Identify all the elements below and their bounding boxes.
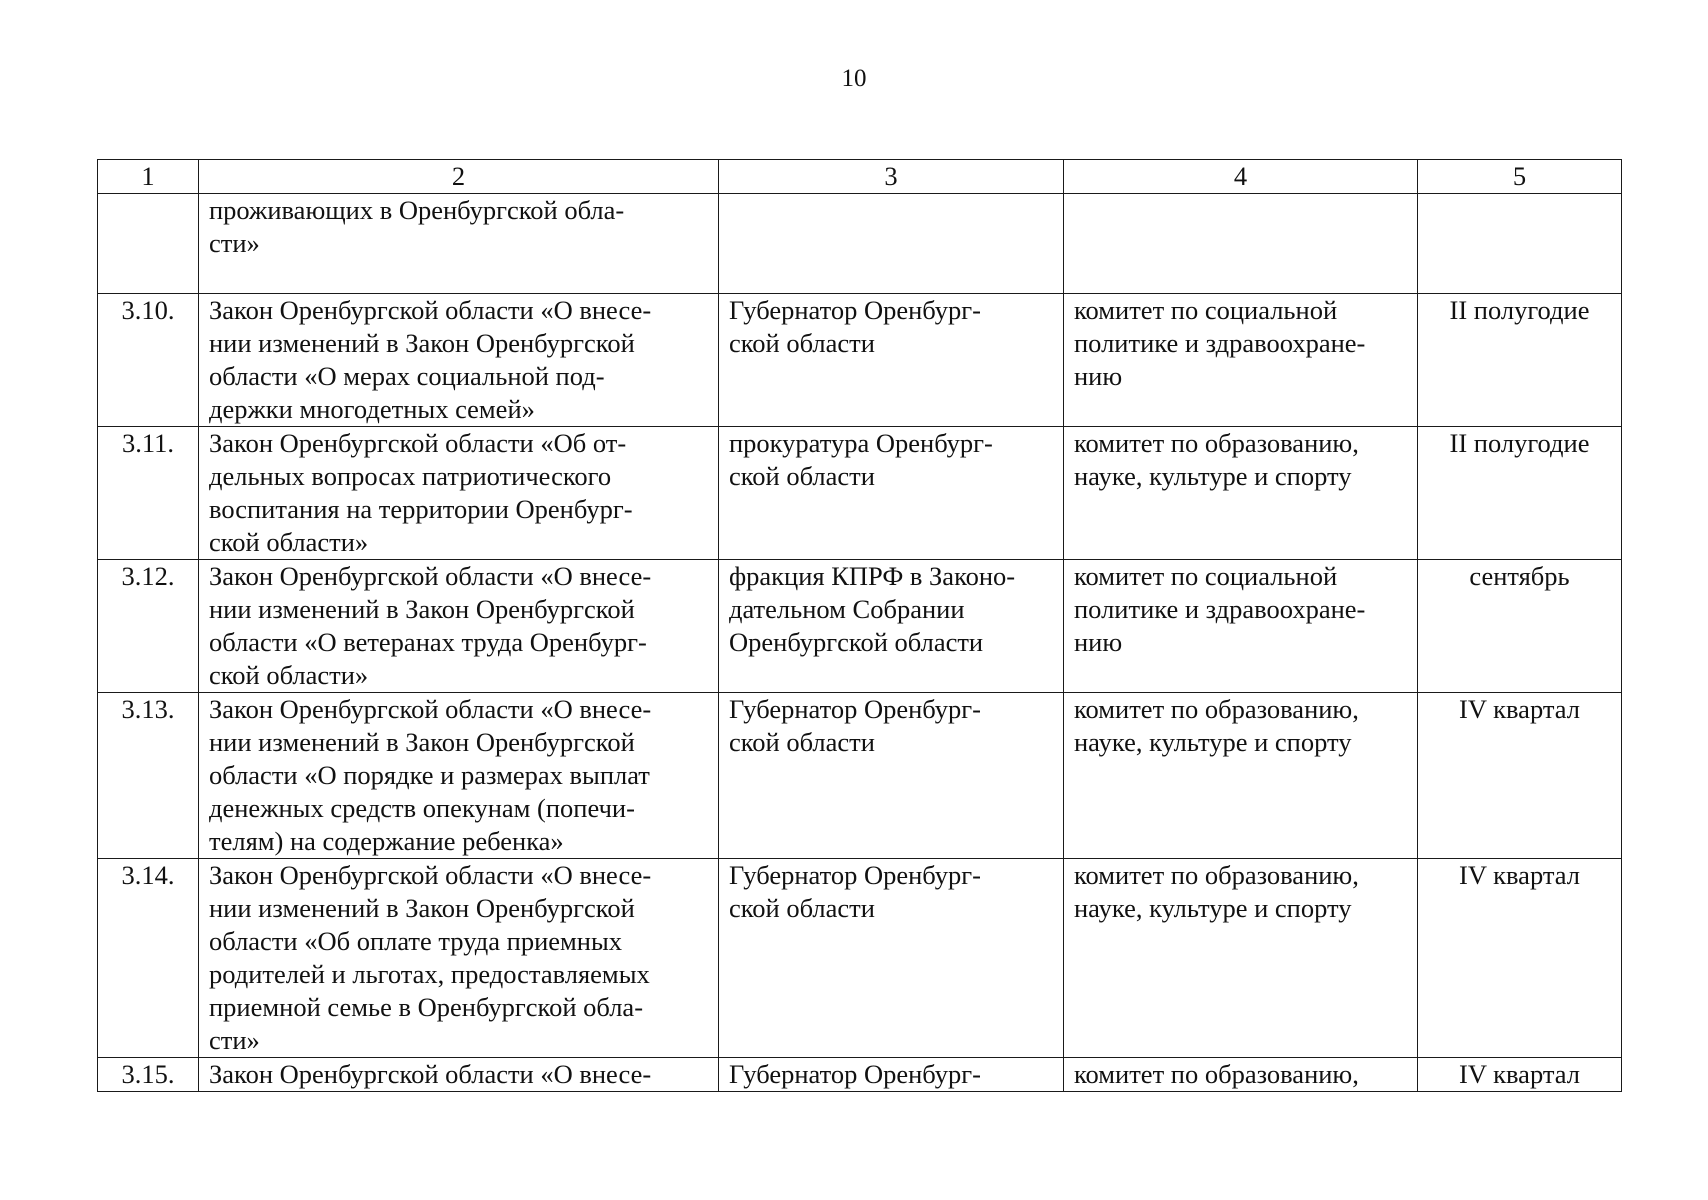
header-cell-term: 5 — [1418, 160, 1622, 194]
bill-title: Закон Оренбургской области «О внесе- — [199, 1058, 719, 1092]
initiator: прокуратура Оренбург- ской области — [719, 427, 1064, 560]
header-cell-title: 2 — [199, 160, 719, 194]
row-number: 3.11. — [98, 427, 199, 560]
initiator: Губернатор Оренбург- ской области — [719, 294, 1064, 427]
table-row — [98, 294, 1622, 427]
initiator — [719, 194, 1064, 294]
term: IV квартал — [1418, 693, 1622, 859]
initiator: Губернатор Оренбург- — [719, 1058, 1064, 1092]
row-number: 3.14. — [98, 859, 199, 1058]
responsible-committee: комитет по образованию, науке, культуре и спорту — [1064, 693, 1418, 859]
row-number: 3.15. — [98, 1058, 199, 1092]
row-number: 3.12. — [98, 560, 199, 693]
row-number: 3.13. — [98, 693, 199, 859]
bill-title: Закон Оренбургской области «О внесе- нии изменений в Закон Оренбургской области «О порядке и размерах выплат денежных средств опекунам (попечи- телям) на содержание ребенка» — [199, 693, 719, 859]
page-number: 10 — [841, 65, 867, 92]
bill-title: Закон Оренбургской области «О внесе- нии изменений в Закон Оренбургской области «О ветеранах труда Оренбург- ской области» — [199, 560, 719, 693]
column-number-header — [98, 160, 1622, 194]
bill-title: Закон Оренбургской области «О внесе- нии изменений в Закон Оренбургской области «Об оплате труда приемных родителей и льготах, предоставляемых приемной семье в Оренбургской обла- сти» — [199, 859, 719, 1058]
table-row — [98, 194, 1622, 294]
header-cell-committee: 4 — [1064, 160, 1418, 194]
table-body — [98, 194, 1622, 1092]
legislative-plan-table — [97, 159, 1622, 1092]
bill-title: Закон Оренбургской области «О внесе- нии изменений в Закон Оренбургской области «О мерах социальной под- держки многодетных семей» — [199, 294, 719, 427]
initiator: Губернатор Оренбург- ской области — [719, 859, 1064, 1058]
responsible-committee: комитет по образованию, науке, культуре и спорту — [1064, 859, 1418, 1058]
initiator: фракция КПРФ в Законо- дательном Собрании Оренбургской области — [719, 560, 1064, 693]
table-row — [98, 693, 1622, 859]
term: II полугодие — [1418, 294, 1622, 427]
table-row — [98, 1058, 1622, 1092]
responsible-committee: комитет по образованию, — [1064, 1058, 1418, 1092]
header-cell-initiator: 3 — [719, 160, 1064, 194]
header-cell-number: 1 — [98, 160, 199, 194]
initiator: Губернатор Оренбург- ской области — [719, 693, 1064, 859]
term: сентябрь — [1418, 560, 1622, 693]
term: IV квартал — [1418, 859, 1622, 1058]
term: IV квартал — [1418, 1058, 1622, 1092]
table-row — [98, 560, 1622, 693]
bill-title: Закон Оренбургской области «Об от- дельных вопросах патриотического воспитания на территории Оренбург- ской области» — [199, 427, 719, 560]
row-number: 3.10. — [98, 294, 199, 427]
table-row — [98, 427, 1622, 560]
table-row — [98, 859, 1622, 1058]
term: II полугодие — [1418, 427, 1622, 560]
bill-title: проживающих в Оренбургской облa- сти» — [199, 194, 719, 294]
term — [1418, 194, 1622, 294]
responsible-committee: комитет по образованию, науке, культуре и спорту — [1064, 427, 1418, 560]
responsible-committee — [1064, 194, 1418, 294]
responsible-committee: комитет по социальной политике и здравоохране- нию — [1064, 560, 1418, 693]
row-number — [98, 194, 199, 294]
responsible-committee: комитет по социальной политике и здравоохране- нию — [1064, 294, 1418, 427]
